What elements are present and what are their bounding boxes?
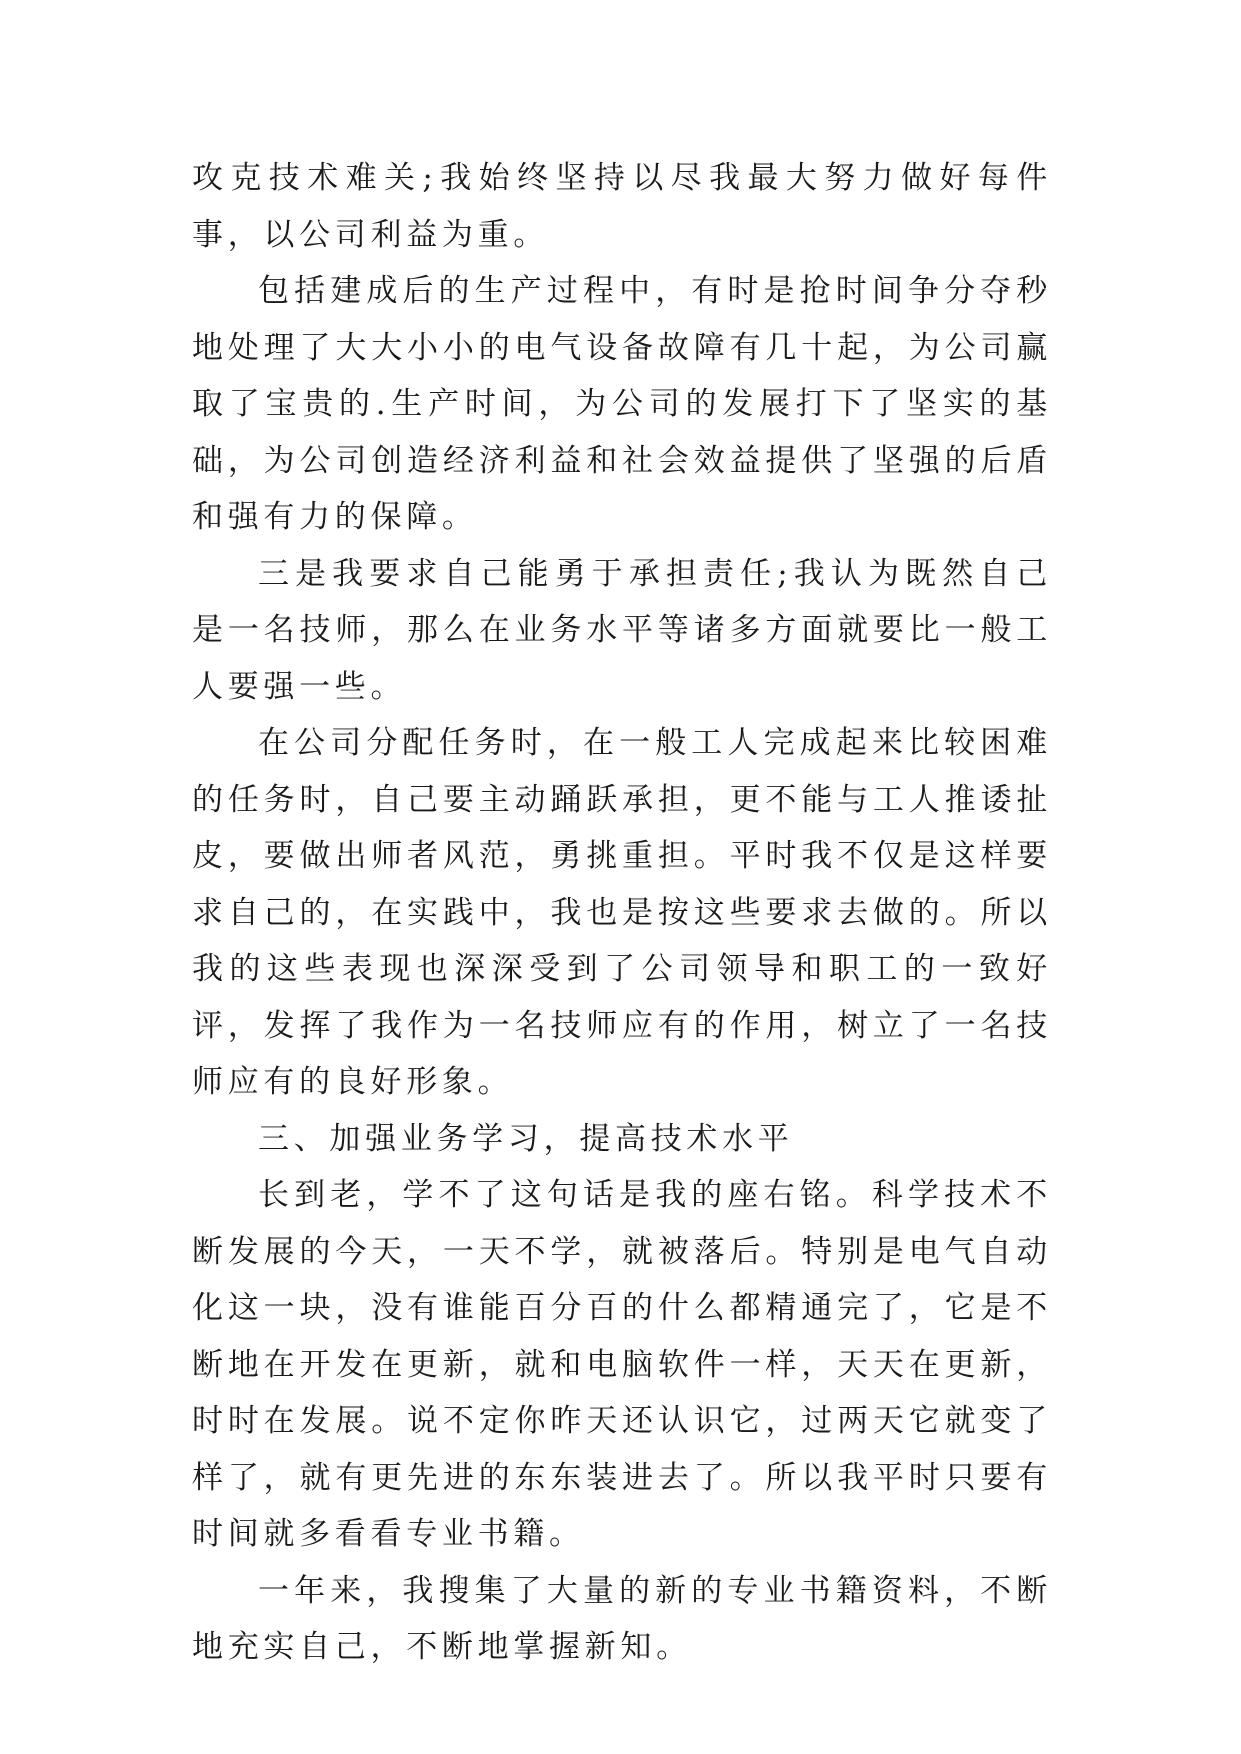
paragraph-1: 攻克技术难关;我始终坚持以尽我最大努力做好每件事，以公司利益为重。 <box>192 160 1052 253</box>
paragraph-2: 包括建成后的生产过程中，有时是抢时间争分夺秒地处理了大大小小的电气设备故障有几十起，为公司赢取了宝贵的.生产时间，为公司的发展打下了坚实的基础，为公司创造经济利益和社会效益提供了坚强的后盾和强有力的保障。 <box>192 273 1052 535</box>
paragraph-4: 在公司分配任务时，在一般工人完成起来比较困难的任务时，自己要主动踊跃承担，更不能与工人推诿扯皮，要做出师者风范，勇挑重担。平时我不仅是这样要求自己的，在实践中，我也是按这些要求去做的。所以我的这些表现也深深受到了公司领导和职工的一致好评，发挥了我作为一名技师应有的作用，树立了一名技师应有的良好形象。 <box>192 725 1052 1100</box>
section-heading: 三、加强业务学习，提高技术水平 <box>258 1120 794 1157</box>
paragraph-3: 三是我要求自己能勇于承担责任;我认为既然自己是一名技师，那么在业务水平等诸多方面就要比一般工人要强一些。 <box>192 555 1052 705</box>
paragraph-5: 长到老，学不了这句话是我的座右铭。科学技术不断发展的今天，一天不学，就被落后。特别是电气自动化这一块，没有谁能百分百的什么都精通完了，它是不断地在开发在更新，就和电脑软件一样，天天在更新，时时在发展。说不定你昨天还认识它，过两天它就变了样了，就有更先进的东东装进去了。所以我平时只要有时间就多看看专业书籍。 <box>192 1177 1052 1552</box>
document-page <box>192 150 1052 1676</box>
paragraph-6: 一年来，我搜集了大量的新的专业书籍资料，不断地充实自己，不断地掌握新知。 <box>192 1572 1052 1665</box>
